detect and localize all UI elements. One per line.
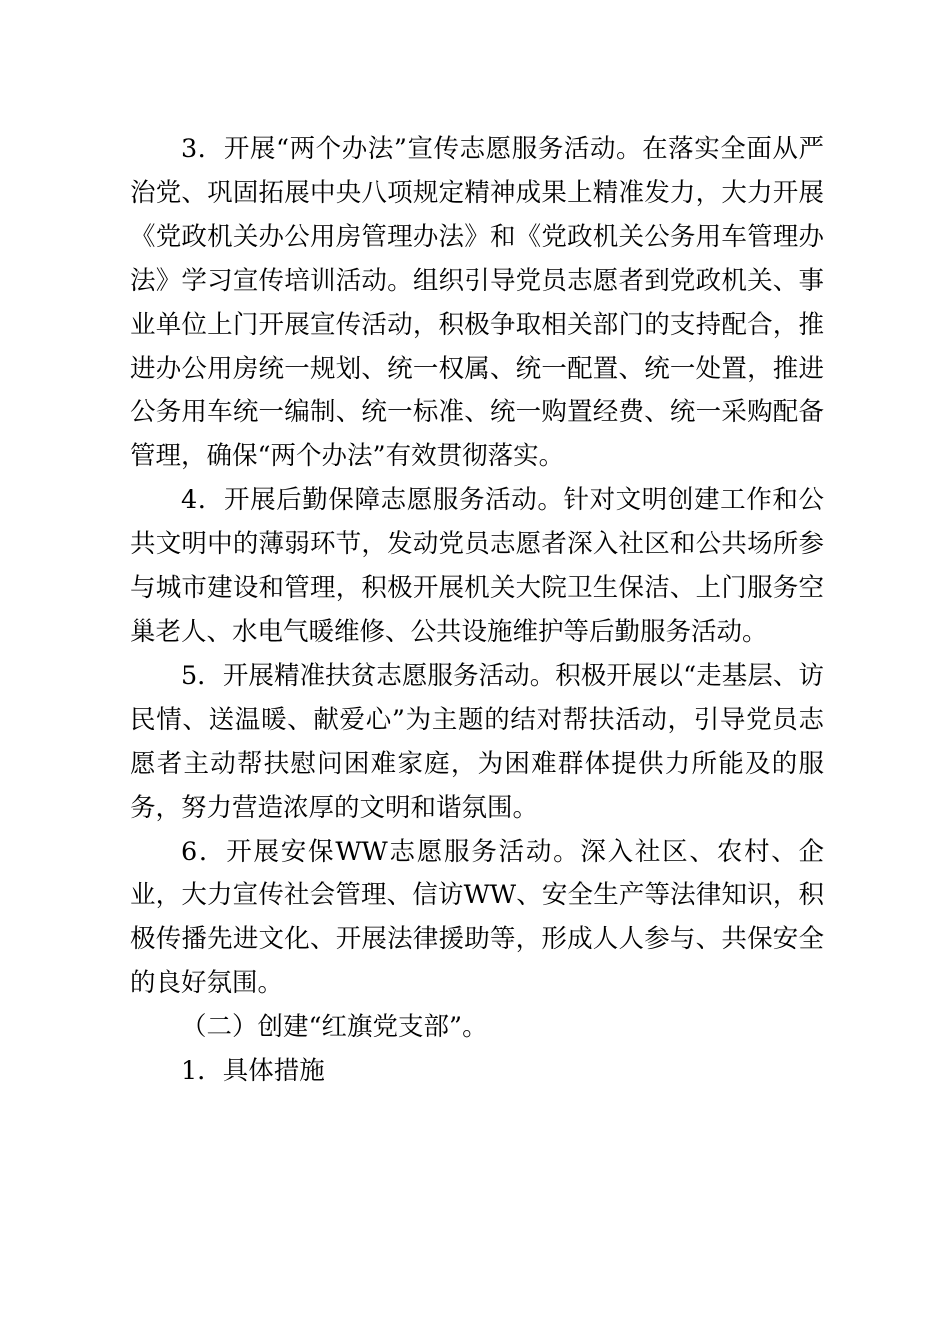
paragraph-item-5: 5．开展精准扶贫志愿服务活动。积极开展以“走基层、访民情、送温暖、献爱心”为主题的结对帮扶活动，引导党员志愿者主动帮扶慰问困难家庭，为困难群体提供力所能及的服务，努力营造浓厚的文明和谐氛围。 <box>130 660 824 823</box>
section-heading: （二）创建“红旗党支部”。 <box>181 1012 488 1043</box>
document-page <box>130 128 824 1094</box>
paragraph-item-3: 3．开展“两个办法”宣传志愿服务活动。在落实全面从严治党、巩固拓展中央八项规定精神成果上精准发力，大力开展《党政机关办公用房管理办法》和《党政机关公务用车管理办法》学习宣传培训活动。组织引导党员志愿者到党政机关、事业单位上门开展宣传活动，积极争取相关部门的支持配合，推进办公用房统一规划、统一权属、统一配置、统一处置，推进公务用车统一编制、统一标准、统一购置经费、统一采购配备管理，确保“两个办法”有效贯彻落实。 <box>130 134 824 472</box>
paragraph-item-6: 6．开展安保WW志愿服务活动。深入社区、农村、企业，大力宣传社会管理、信访WW、安全生产等法律知识，积极传播先进文化、开展法律援助等，形成人人参与、共保安全的良好氛围。 <box>130 836 824 999</box>
subsection-heading: 1．具体措施 <box>181 1056 325 1087</box>
paragraph-item-4: 4．开展后勤保障志愿服务活动。针对文明创建工作和公共文明中的薄弱环节，发动党员志愿者深入社区和公共场所参与城市建设和管理，积极开展机关大院卫生保洁、上门服务空巢老人、水电气暖维修、公共设施维护等后勤服务活动。 <box>130 485 824 647</box>
